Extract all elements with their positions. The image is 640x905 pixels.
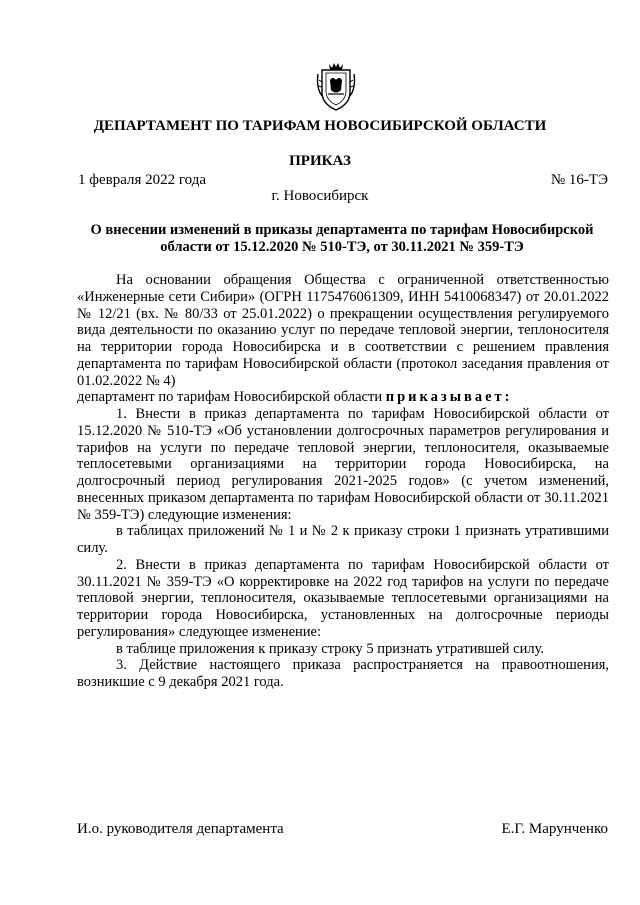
orders-lead: департамент по тарифам Новосибирской области	[77, 389, 386, 406]
order-subject: О внесении изменений в приказы департамента по тарифам Новосибирской области от 15.12.2020 № 510-ТЭ, от 30.11.2021 № 359-ТЭ	[90, 222, 594, 255]
orders-word: приказывает:	[385, 389, 513, 406]
order-body	[77, 272, 609, 691]
item-2-change: в таблице приложения к приказу строку 5 признать утратившей силу.	[116, 640, 545, 657]
coat-of-arms-icon	[316, 60, 356, 112]
item-1-change: в таблицах приложений № 1 и № 2 к приказу строки 1 признать утратившими силу.	[77, 523, 609, 556]
document-type: ПРИКАЗ	[289, 153, 351, 169]
preamble-paragraph: На основании обращения Общества с ограниченной ответственностью «Инженерные сети Сибири» (ОГРН 1175476061309, ИНН 5410068347) от 20.01.2022 № 12/21 (вх. № 80/33 от 25.01.2022) о прекращении осуществления регулируемого вида деятельности по оказанию услуг по передаче тепловой энергии, теплоносителя на территории города Новосибирска и в соответствии с решением правления департамента по тарифам Новосибирской области (протокол заседания правления от 01.02.2022 № 4)	[77, 272, 609, 389]
order-number: № 16-ТЭ	[550, 172, 608, 188]
signatory-name: Е.Г. Марунченко	[501, 821, 608, 837]
order-date: 1 февраля 2022 года	[78, 172, 207, 188]
item-1-paragraph: 1. Внести в приказ департамента по тарифам Новосибирской области от 15.12.2020 № 510-ТЭ «Об установлении долгосрочных параметров регулирования и тарифов на услуги по передаче тепловой энергии, теплоносителя, оказываемые теплосетевыми организациями на территории города Новосибирска, на долгосрочный период регулирования 2021-2025 годов» (с учетом изменений, внесенных приказом департамента по тарифам Новосибирской области от 30.11.2021 № 359-ТЭ) следующие изменения:	[77, 406, 609, 523]
orders-line	[77, 389, 609, 406]
department-title: ДЕПАРТАМЕНТ ПО ТАРИФАМ НОВОСИБИРСКОЙ ОБЛАСТИ	[93, 118, 547, 134]
signatory-position: И.о. руководителя департамента	[77, 821, 284, 837]
item-3-paragraph: 3. Действие настоящего приказа распространяется на правоотношения, возникшие с 9 декабря 2021 года.	[77, 657, 609, 690]
item-2-paragraph: 2. Внести в приказ департамента по тарифам Новосибирской области от 30.11.2021 № 359-ТЭ «О корректировке на 2022 год тарифов на услуги по передаче тепловой энергии, теплоносителя, оказываемые теплосетевыми организациями на территории города Новосибирска, установленных на долгосрочные периоды регулирования» следующее изменение:	[77, 556, 609, 640]
order-city: г. Новосибирск	[271, 188, 369, 204]
